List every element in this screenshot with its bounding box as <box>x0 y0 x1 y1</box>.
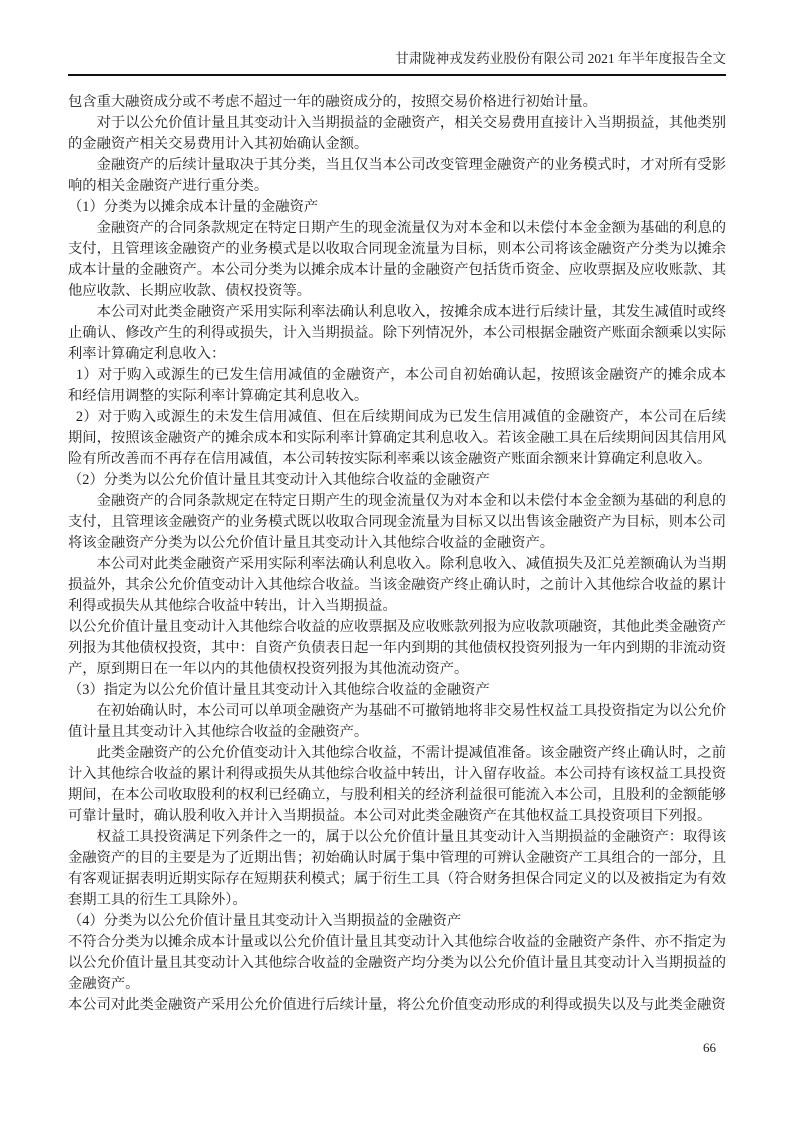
section-heading: （2）分类为以公允价值计量且其变动计入其他综合收益的金融资产 <box>68 472 490 488</box>
paragraph: 包含重大融资成分或不考虑不超过一年的融资成分的，按照交易价格进行初始计量。 <box>68 94 597 110</box>
header-rule <box>68 74 726 76</box>
paragraph: 本公司对此类金融资产采用公允价值进行后续计量，将公允价值变动形成的利得或损失以及与此类金融资 <box>68 997 726 1013</box>
paragraph: 此类金融资产的公允价值变动计入其他综合收益，不需计提减值准备。该金融资产终止确认时，之前计入其他综合收益的累计利得或损失从其他综合收益中转出，计入留存收益。本公司持有该权益工具投资期间，在本公司收取股利的权利已经确立，与股利相关的经济利益很可能流入本公司，且股利的金额能够可靠计量时，确认股利收入并计入当期损益。本公司对此类金融资产在其他权益工具投资项目下列报。 <box>68 745 726 824</box>
list-item: 2）对于购入或源生的未发生信用减值、但在后续期间成为已发生信用减值的金融资产，本公司在后续期间，按照该金融资产的摊余成本和实际利率计算确定其利息收入。若该金融工具在后续期间因其信用风险有所改善而不再存在信用减值，本公司转按实际利率乘以该金融资产账面余额来计算确定利息收入。 <box>68 409 726 467</box>
paragraph: 金融资产的合同条款规定在特定日期产生的现金流量仅为对本金和以未偿付本金金额为基础的利息的支付，且管理该金融资产的业务模式既以收取合同现金流量为目标又以出售该金融资产为目标，则本公司将该金融资产分类为以公允价值计量且其变动计入其他综合收益的金融资产。 <box>68 493 726 551</box>
paragraph: 以公允价值计量且变动计入其他综合收益的应收票据及应收账款列报为应收款项融资，其他此类金融资产列报为其他债权投资，其中：自资产负债表日起一年内到期的其他债权投资列报为一年内到期的非流动资产，原到期日在一年以内的其他债权投资列报为其他流动资产。 <box>68 619 726 677</box>
paragraph: 本公司对此类金融资产采用实际利率法确认利息收入，按摊余成本进行后续计量，其发生减值时或终止确认、修改产生的利得或损失，计入当期损益。除下列情况外，本公司根据金融资产账面余额乘以实际利率计算确定利息收入： <box>68 304 726 362</box>
section-heading: （3）指定为以公允价值计量且其变动计入其他综合收益的金融资产 <box>68 682 490 698</box>
paragraph: 本公司对此类金融资产采用实际利率法确认利息收入。除利息收入、减值损失及汇兑差额确认为当期损益外，其余公允价值变动计入其他综合收益。当该金融资产终止确认时，之前计入其他综合收益的累计利得或损失从其他综合收益中转出，计入当期损益。 <box>68 556 726 614</box>
page-number: 66 <box>703 1040 716 1055</box>
paragraph: 不符合分类为以摊余成本计量或以公允价值计量且其变动计入其他综合收益的金融资产条件、亦不指定为以公允价值计量且其变动计入其他综合收益的金融资产均分类为以公允价值计量且其变动计入当期损益的金融资产。 <box>68 934 726 992</box>
document-body <box>68 92 726 1016</box>
paragraph: 在初始确认时，本公司可以单项金融资产为基础不可撤销地将非交易性权益工具投资指定为以公允价值计量且其变动计入其他综合收益的金融资产。 <box>68 703 726 740</box>
paragraph: 金融资产的后续计量取决于其分类，当且仅当本公司改变管理金融资产的业务模式时，才对所有受影响的相关金融资产进行重分类。 <box>68 157 726 194</box>
list-item: 1）对于购入或源生的已发生信用减值的金融资产，本公司自初始确认起，按照该金融资产的摊余成本和经信用调整的实际利率计算确定其利息收入。 <box>68 367 726 404</box>
running-header-title: 甘肃陇神戎发药业股份有限公司 2021 年半年度报告全文 <box>395 51 726 66</box>
section-heading: （1）分类为以摊余成本计量的金融资产 <box>68 199 319 215</box>
paragraph: 权益工具投资满足下列条件之一的，属于以公允价值计量且其变动计入当期损益的金融资产：取得该金融资产的目的主要是为了近期出售；初始确认时属于集中管理的可辨认金融资产工具组合的一部分，且有客观证据表明近期实际存在短期获利模式；属于衍生工具（符合财务担保合同定义的以及被指定为有效套期工具的衍生工具除外）。 <box>68 829 726 908</box>
paragraph: 金融资产的合同条款规定在特定日期产生的现金流量仅为对本金和以未偿付本金金额为基础的利息的支付，且管理该金融资产的业务模式是以收取合同现金流量为目标，则本公司将该金融资产分类为以摊余成本计量的金融资产。本公司分类为以摊余成本计量的金融资产包括货币资金、应收票据及应收账款、其他应收款、长期应收款、债权投资等。 <box>68 220 726 299</box>
paragraph: 对于以公允价值计量且其变动计入当期损益的金融资产，相关交易费用直接计入当期损益，其他类别的金融资产相关交易费用计入其初始确认金额。 <box>68 115 726 152</box>
section-heading: （4）分类为以公允价值计量且其变动计入当期损益的金融资产 <box>68 913 462 929</box>
